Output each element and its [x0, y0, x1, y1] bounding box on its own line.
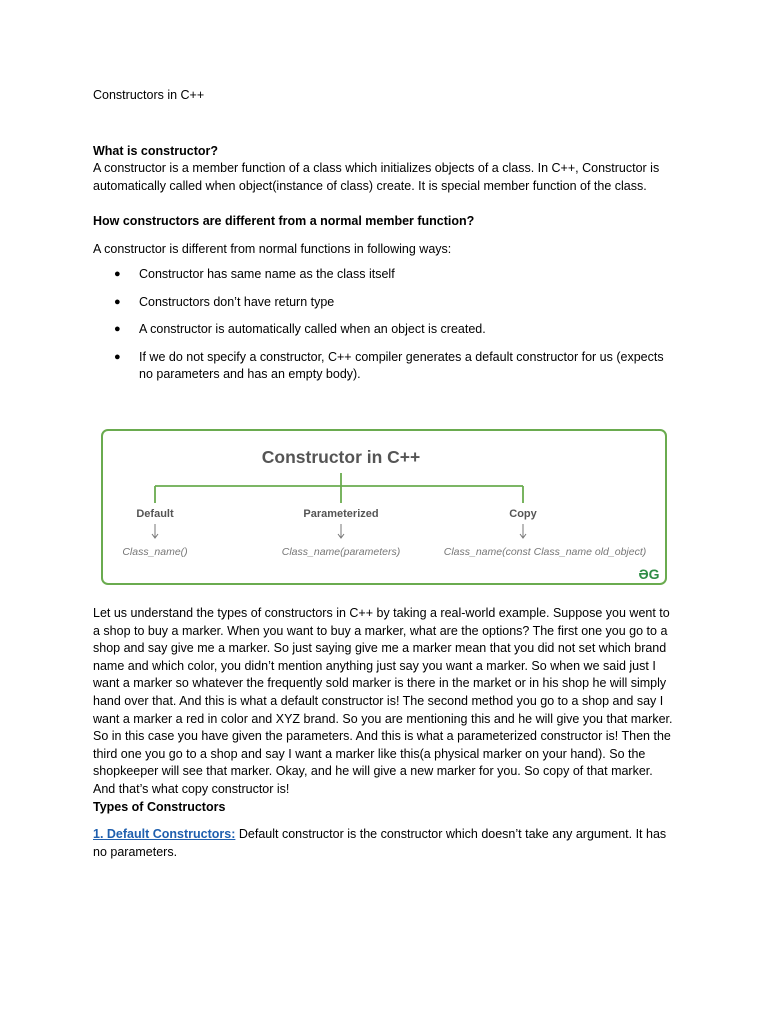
- diagram-svg: [103, 431, 669, 587]
- intro-paragraph: A constructor is a member function of a class which initializes objects of a class. In C++, Constructor is automatically called when object(instance of class) create. It is special member function of the class.: [93, 161, 660, 193]
- heading-how-different: How constructors are different from a normal member function?: [93, 214, 475, 228]
- bullet-icon: ●: [114, 323, 121, 335]
- arrow-down-icons: [152, 524, 526, 538]
- types-heading: Types of Constructors: [93, 799, 226, 814]
- difference-intro: A constructor is different from normal functions in following ways:: [93, 242, 452, 256]
- bullet-icon: ●: [114, 295, 121, 308]
- constructor-diagram: [101, 429, 667, 585]
- story-paragraph: Let us understand the types of constructors in C++ by taking a real-world example. Suppose you went to a shop to buy a marker. When you want to buy a marker, what are the options? The first one you go to a shop and say give me a marker. So just saying give me a marker mean that you did not set which brand name and which color, you didn’t mention anything just say you want a marker. So when we said just I want a marker so whatever the frequently sold marker is there in the market or in his shop he will simply hand over that. And this is what a default constructor is! The second method you go to a shop and say I want a marker a red in color and XYZ brand. So you are mentioning this and he will give you that marker. So in this case you have given the parameters. And this is what a parameterized constructor is! Then the third one you go to a shop and say I want a marker like this(a physical marker on your hand). So the shopkeeper will see that marker. Okay, and he will give a new marker for you. So copy of that marker. And that’s what copy constructor is! Types of Constructors: [93, 605, 675, 816]
- list-item: ● If we do not specify a constructor, C++ compiler generates a default constructor for us (expects no parameters and has an empty body).: [114, 349, 664, 381]
- heading-what-is-constructor: What is constructor?: [93, 144, 219, 158]
- arrow-down-icon: [338, 524, 344, 538]
- default-constructors-desc: Default constructor is the constructor which doesn’t take any argument. It has no parameters.: [93, 827, 667, 859]
- branch-label-default: Default: [136, 508, 174, 520]
- gfg-logo-icon: ƏG: [638, 566, 660, 582]
- diagram-title: Constructor in C++: [261, 447, 421, 467]
- arrow-down-icon: [520, 524, 526, 538]
- branch-example-parameterized: Class_name(parameters): [281, 546, 401, 558]
- bullet-icon: ●: [114, 350, 121, 363]
- list-item: ● A constructor is automatically called when an object is created.: [93, 321, 675, 339]
- arrow-down-icon: [152, 524, 158, 538]
- branch-label-copy: Copy: [509, 508, 537, 520]
- branch-label-parameterized: Parameterized: [303, 508, 379, 520]
- list-item: ● Constructors don’t have return type: [93, 294, 675, 312]
- branch-example-default: Class_name(): [122, 546, 188, 558]
- list-item: ● Constructor has same name as the class itself: [93, 266, 675, 284]
- default-constructors-link[interactable]: 1. Default Constructors:: [93, 827, 236, 841]
- branch-example-copy: Class_name(const Class_name old_object): [443, 546, 647, 558]
- default-constructors-paragraph: [93, 826, 675, 861]
- difference-list: [93, 266, 675, 394]
- bullet-icon: ●: [114, 268, 121, 280]
- document-title: Constructors in C++: [93, 88, 205, 102]
